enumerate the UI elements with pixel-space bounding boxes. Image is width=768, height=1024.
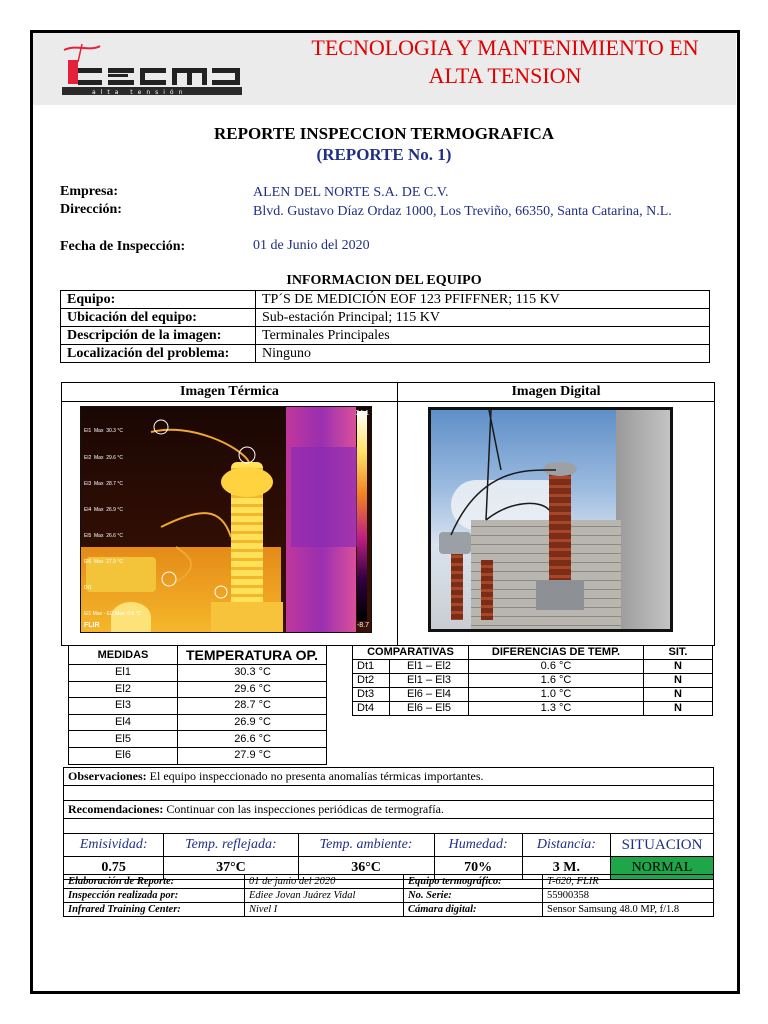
table-row: Equipo: TP´S DE MEDICIÓN EOF 123 PFIFFNER; 115 KV	[61, 291, 710, 309]
direccion-label: Dirección:	[60, 202, 122, 217]
thermal-image-title: Imagen Térmica	[180, 384, 279, 399]
table-row: Inspección realizada por: Ediee Jovan Juárez Vidal No. Serie: 55900358	[64, 889, 714, 903]
table-row: Ubicación del equipo: Sub-estación Principal; 115 KV	[61, 309, 710, 327]
observaciones-row: Observaciones: El equipo inspeccionado no presenta anomalías térmicas importantes.	[63, 767, 714, 786]
parameters-header-row: Emisividad: Temp. reflejada: Temp. ambiente: Humedad: Distancia: SITUACION	[64, 834, 714, 857]
table-row: El5 26.6 °C	[69, 731, 327, 748]
comparisons-table	[352, 645, 713, 716]
table-row: Dt4 El6 – El5 1.3 °C N	[353, 702, 713, 716]
report-number: (REPORTE No. 1)	[316, 145, 452, 164]
scale-min: -8.7	[356, 622, 369, 629]
table-row: Elaboración de Reporte: 01 de junio del 2020 Equipo termográfico: T-620, FLIR	[64, 875, 714, 889]
parameters-value-row: 0.75 37°C 36°C 70% 3 M. NORMAL	[64, 857, 714, 880]
company-logo	[52, 40, 252, 98]
table-row: El4 26.9 °C	[69, 714, 327, 731]
table-row: El6 27.9 °C	[69, 747, 327, 764]
fecha-label: Fecha de Inspección:	[60, 239, 186, 254]
status-badge: NORMAL	[611, 857, 714, 880]
recomendaciones-row: Recomendaciones: Continuar con las inspecciones periódicas de termografía.	[63, 801, 714, 819]
footer-table	[63, 874, 714, 917]
empresa-value: ALEN DEL NORTE S.A. DE C.V.	[253, 185, 449, 200]
equipment-table	[60, 290, 710, 363]
measurements-table	[68, 645, 327, 765]
digital-image	[428, 407, 673, 632]
table-row: Descripción de la imagen: Terminales Principales	[61, 327, 710, 345]
color-scale-bar	[357, 411, 367, 621]
table-row: El2 29.6 °C	[69, 681, 327, 698]
equipment-section-title: INFORMACION DEL EQUIPO	[286, 273, 482, 288]
table-row: Dt2 El1 – El3 1.6 °C N	[353, 674, 713, 688]
svg-text:alta tensión: alta tensión	[92, 89, 188, 96]
thermal-overlay-text: El1 Max 30.3 °C El2 Max 29.6 °C El3 Max 28.7 °C El4 Max 26.9 °C El5 Max 26.6 °C El6 Max 27.9 °C Dt1 El1 Max - El2 Max 0.6 °C	[84, 428, 142, 618]
scale-max: 34.1	[355, 410, 369, 417]
digital-image-title: Imagen Digital	[511, 384, 601, 399]
thermal-image	[80, 406, 372, 633]
table-row: Localización del problema: Ninguno	[61, 345, 710, 363]
company-name: TECNOLOGIA Y MANTENIMIENTO EN ALTA TENSION	[311, 35, 699, 88]
direccion-value: Blvd. Gustavo Díaz Ordaz 1000, Los Treviño, 66350, Santa Catarina, N.L.	[253, 204, 672, 219]
report-title: REPORTE INSPECCION TERMOGRAFICA	[213, 124, 555, 143]
table-row: Dt3 El6 – El4 1.0 °C N	[353, 688, 713, 702]
empresa-label: Empresa:	[60, 184, 119, 199]
table-header-row: COMPARATIVAS DIFERENCIAS DE TEMP. SIT.	[353, 646, 713, 660]
fecha-value: 01 de Junio del 2020	[253, 238, 370, 253]
table-header-row: MEDIDAS TEMPERATURA OP.	[69, 646, 327, 665]
table-row: Infrared Training Center: Nivel I Cámara digital: Sensor Samsung 48.0 MP, f/1.8	[64, 903, 714, 917]
notes-block	[63, 767, 714, 834]
table-row: El3 28.7 °C	[69, 698, 327, 715]
flir-logo: FLIR	[84, 622, 100, 629]
table-row: El1 30.3 °C	[69, 665, 327, 682]
table-row: Dt1 El1 – El2 0.6 °C N	[353, 660, 713, 674]
parameters-table	[63, 833, 714, 880]
